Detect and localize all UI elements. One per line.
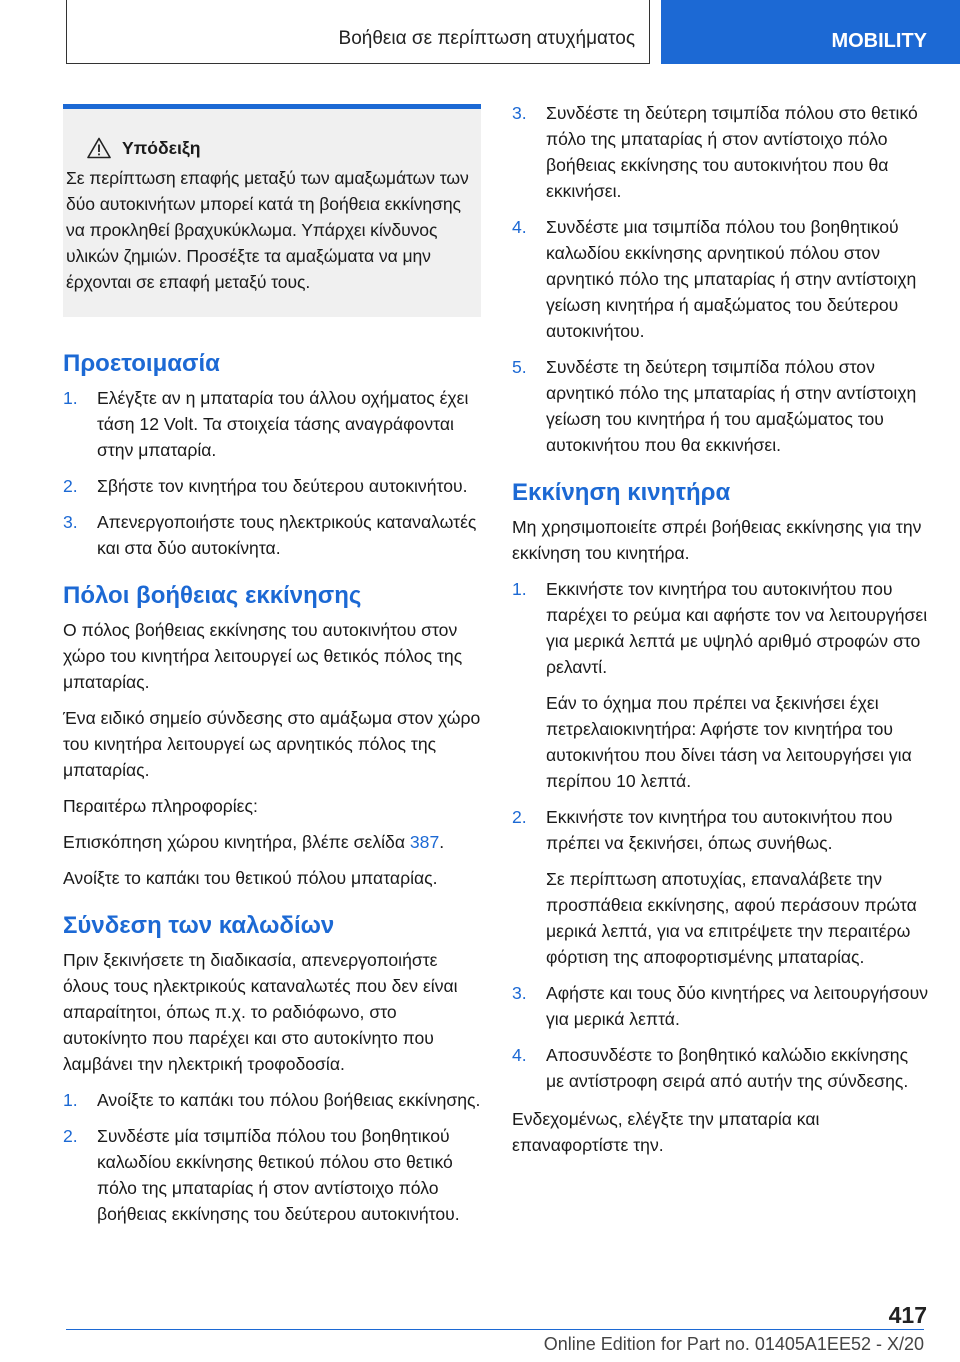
list-item <box>512 804 930 970</box>
list-item <box>512 980 930 1032</box>
list-text: Ανοίξτε το καπάκι του πόλου βοήθειας εκκίνησης. <box>97 1090 481 1110</box>
list-number: 5. <box>512 357 527 377</box>
right-column <box>512 100 930 1168</box>
list-number: 1. <box>63 1090 78 1110</box>
engine-outro: Ενδεχομένως, ελέγξτε την μπαταρία και επαναφορτίστε την. <box>512 1109 820 1155</box>
list-item <box>512 100 930 204</box>
list-item <box>63 1087 481 1113</box>
list-text: Αφήστε και τους δύο κινητήρες να λειτουργήσουν για μερικά λεπτά. <box>546 983 928 1029</box>
list-item <box>63 473 481 499</box>
footer-divider <box>66 1329 924 1330</box>
list-text: Απενεργοποιήστε τους ηλεκτρικούς καταναλωτές και στα δύο αυτοκίνητα. <box>97 512 477 558</box>
list-text: Συνδέστε μια τσιμπίδα πόλου του βοηθητικού καλωδίου εκκίνησης αρνητικού πόλου στον αρνητικό πόλο της μπαταρίας ή στην αντίστοιχη γείωση κινητήρα ή αμαξώματος του δεύτερου αυτοκινήτου. <box>546 217 917 341</box>
engine-intro: Μη χρησιμοποιείτε σπρέι βοήθειας εκκίνησης για την εκκίνηση του κινητήρα. <box>512 517 922 563</box>
list-item <box>63 509 481 561</box>
cables-list-right <box>512 100 930 458</box>
list-item <box>512 576 930 794</box>
list-text: Εκκινήστε τον κινητήρα του αυτοκινήτου που παρέχει το ρεύμα και αφήστε τον να λειτουργήσει για μερικά λεπτά με υψηλό αριθμό στροφών στο ρελαντί. <box>546 579 928 677</box>
heading-engine: Εκκίνηση κινητήρα <box>512 479 731 506</box>
list-item <box>63 1123 481 1227</box>
list-item <box>512 354 930 458</box>
list-number: 2. <box>512 807 527 827</box>
list-text: Ελέγξτε αν η μπαταρία του άλλου οχήματος έχει τάση 12 Volt. Τα στοιχεία τάσης αναγράφονται στην μπαταρία. <box>97 388 469 460</box>
header-box <box>66 0 650 64</box>
cables-list-left <box>63 1087 481 1227</box>
note-head <box>87 135 477 161</box>
list-number: 1. <box>63 388 78 408</box>
header-tab-mobility[interactable] <box>661 0 960 64</box>
list-number: 4. <box>512 217 527 237</box>
heading-poles: Πόλοι βοήθειας εκκίνησης <box>63 582 362 609</box>
page-number: 417 <box>888 1302 927 1328</box>
prep-list <box>63 385 481 561</box>
footer-edition: Online Edition for Part no. 01405A1EE52 - X/20 <box>543 1334 924 1354</box>
poles-p5: Ανοίξτε το καπάκι του θετικού πόλου μπαταρίας. <box>63 868 438 888</box>
engine-list <box>512 576 930 1094</box>
list-number: 2. <box>63 476 78 496</box>
list-text: Εκκινήστε τον κινητήρα του αυτοκινήτου που πρέπει να ξεκινήσει, όπως συνήθως. <box>546 807 893 853</box>
list-text: Συνδέστε μία τσιμπίδα πόλου του βοηθητικού καλωδίου εκκίνησης θετικού πόλου στο θετικό πόλο της μπαταρίας ή στον αντίστοιχο πόλο βοήθειας εκκίνησης του δεύτερου αυτοκινήτου. <box>97 1126 460 1224</box>
warning-note <box>63 104 481 317</box>
poles-p4-end: . <box>439 832 445 852</box>
poles-p4 <box>63 829 481 855</box>
note-text: Σε περίπτωση επαφής μεταξύ των αμαξωμάτων των δύο αυτοκινήτων μπορεί κατά τη βοήθεια εκκίνησης να προκληθεί βραχυκύκλωμα. Υπάρχει κίνδυνος υλικών ζημιών. Προσέξτε τα αμαξώματα να μην έρχονται σε επαφή μεταξύ τους. <box>66 168 469 292</box>
list-item <box>63 385 481 463</box>
poles-p3: Περαιτέρω πληροφορίες: <box>63 796 258 816</box>
list-subtext: Σε περίπτωση αποτυχίας, επαναλάβετε την προσπάθεια εκκίνησης, αφού περάσουν πρώτα μερικά λεπτά, για να επιτρέψετε την περαιτέρω φόρτιση της αποφορτισμένης μπαταρίας. <box>546 869 917 967</box>
list-text: Συνδέστε τη δεύτερη τσιμπίδα πόλου στο θετικό πόλο της μπαταρίας ή στον αντίστοιχο πόλο βοήθειας εκκίνησης του αυτοκινήτου που θα εκκινήσει. <box>546 103 918 201</box>
poles-p4-text: Επισκόπηση χώρου κινητήρα, βλέπε σελίδα <box>63 832 410 852</box>
heading-prep: Προετοιμασία <box>63 350 220 377</box>
list-subtext: Εάν το όχημα που πρέπει να ξεκινήσει έχει πετρελαιοκινητήρα: Αφήστε τον κινητήρα του αυτοκινήτου που δίνει τάση να λειτουργήσει για περίπου 10 λεπτά. <box>546 693 912 791</box>
list-text: Συνδέστε τη δεύτερη τσιμπίδα πόλου στον αρνητικό πόλο της μπαταρίας ή στην αντίστοιχη γείωση του κινητήρα ή του αμαξώματος του αυτοκινήτου που θα εκκινήσει. <box>546 357 917 455</box>
cables-intro: Πριν ξεκινήσετε τη διαδικασία, απενεργοποιήστε όλους τους ηλεκτρικούς καταναλωτές που δεν είναι απαραίτητοι, όπως π.χ. το ραδιόφωνο, στο αυτοκίνητο που παρέχει και στο αυτοκίνητο που λαμβάνει την ηλεκτρική τροφοδοσία. <box>63 950 458 1074</box>
list-number: 3. <box>63 512 78 532</box>
list-number: 3. <box>512 103 527 123</box>
left-column <box>63 104 481 1239</box>
list-number: 2. <box>63 1126 78 1146</box>
list-item <box>512 214 930 344</box>
list-text: Αποσυνδέστε το βοηθητικό καλώδιο εκκίνησης με αντίστροφη σειρά από αυτήν της σύνδεσης. <box>546 1045 909 1091</box>
poles-p2: Ένα ειδικό σημείο σύνδεσης στο αμάξωμα στον χώρο του κινητήρα λειτουργεί ως αρνητικός πόλος της μπαταρίας. <box>63 708 481 780</box>
list-item <box>512 1042 930 1094</box>
list-number: 4. <box>512 1045 527 1065</box>
heading-cables: Σύνδεση των καλωδίων <box>63 912 335 939</box>
list-number: 1. <box>512 579 527 599</box>
list-number: 3. <box>512 983 527 1003</box>
header-tab-label: MOBILITY <box>831 30 927 52</box>
warning-triangle-icon <box>87 137 111 159</box>
page-link-387[interactable]: 387 <box>409 832 440 852</box>
header-title: Βοήθεια σε περίπτωση ατυχήματος <box>338 28 635 49</box>
poles-p1: Ο πόλος βοήθειας εκκίνησης του αυτοκινήτου στον χώρο του κινητήρα λειτουργεί ως θετικός πόλος της μπαταρίας. <box>63 620 463 692</box>
note-title: Υπόδειξη <box>122 138 201 158</box>
list-text: Σβήστε τον κινητήρα του δεύτερου αυτοκινήτου. <box>97 476 468 496</box>
